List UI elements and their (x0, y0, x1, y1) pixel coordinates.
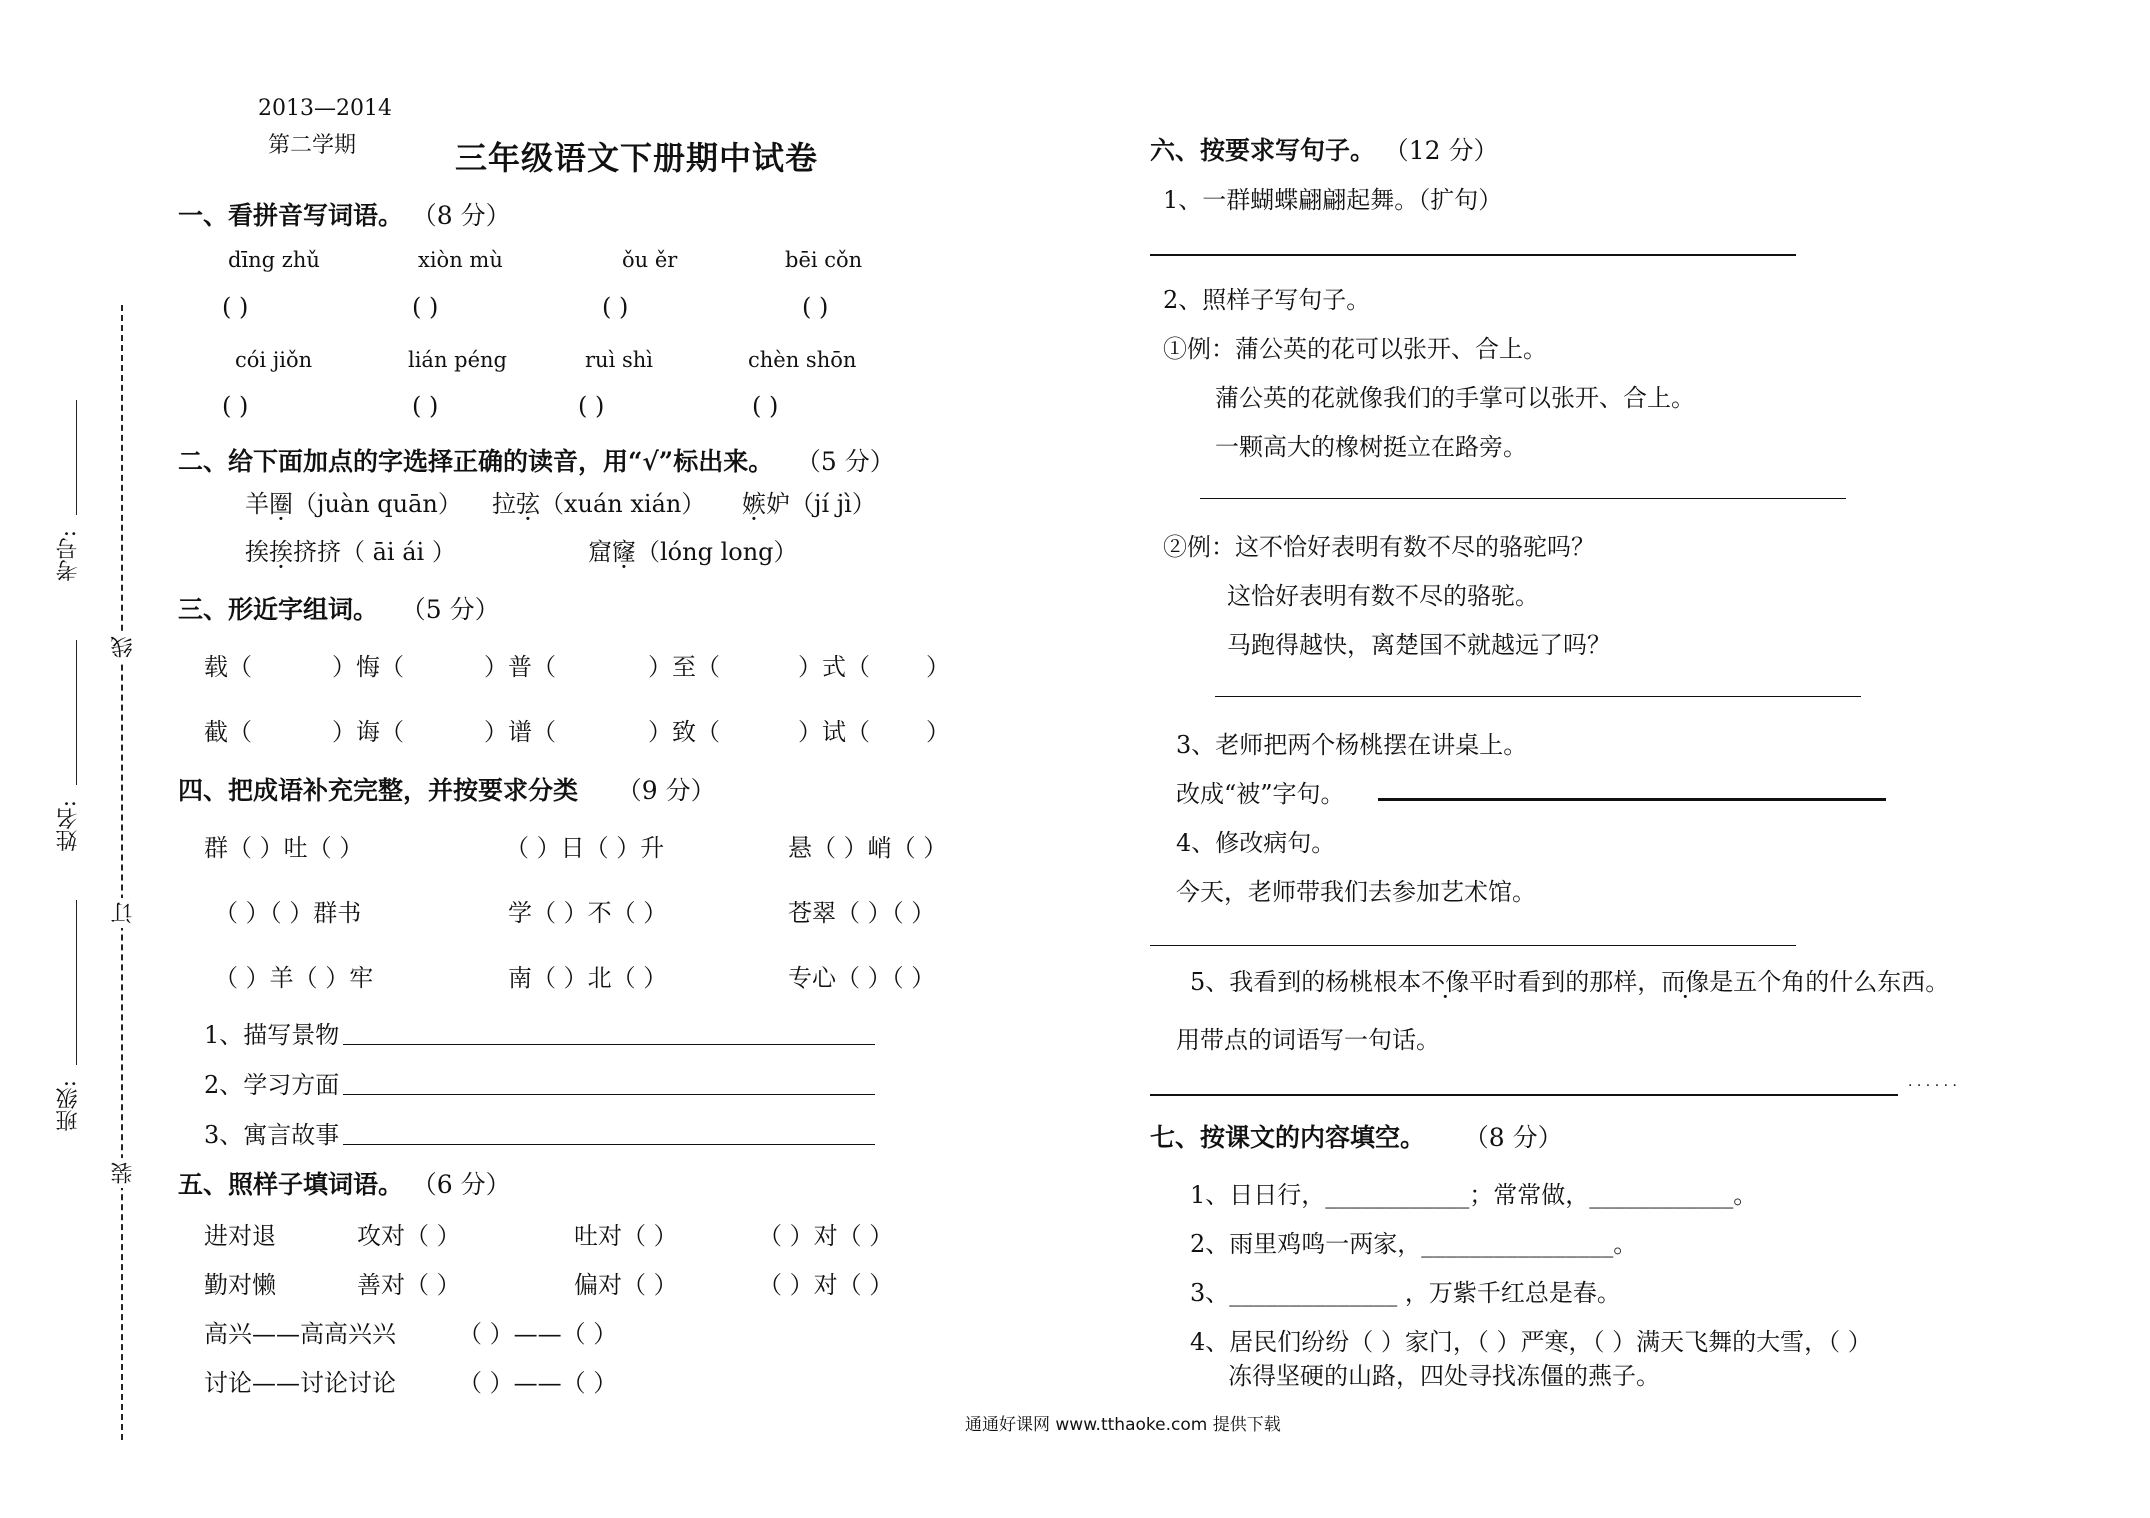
reading-item: 嫉妒（jí jì） (742, 490, 876, 518)
category-label: 3、寓言故事 (204, 1121, 340, 1149)
q6-3-answer-line[interactable] (1378, 798, 1886, 801)
answer-blank[interactable]: ( ) (412, 392, 439, 420)
q6-2b-answer: 这恰好表明有数不尽的骆驼。 (1227, 582, 1539, 610)
idiom-item[interactable]: （ ）（ ）群书 (214, 899, 362, 927)
q6-2a-question: 一颗高大的橡树挺立在路旁。 (1215, 433, 1527, 461)
q6-1: 1、一群蝴蝶翩翩起舞。（扩句） (1163, 186, 1503, 214)
answer-blank[interactable]: ( ) (752, 392, 779, 420)
category-label: 1、描写景物 (204, 1021, 340, 1049)
semester: 第二学期 (268, 133, 357, 158)
reading-item: 窟窿（lóng long） (588, 538, 798, 566)
answer-blank[interactable]: ( ) (222, 392, 249, 420)
idiom-item[interactable]: 学（ ）不（ ） (508, 899, 668, 927)
binding-char-xian: 线 (108, 632, 139, 662)
exam-number-label: 考号: (56, 530, 81, 582)
q6-4-sentence: 今天，老师带我们去参加艺术馆。 (1176, 878, 1536, 906)
idiom-item[interactable]: 专心（ ）（ ） (788, 964, 936, 992)
category-answer-line[interactable] (343, 1044, 875, 1045)
footer-credit: 通通好课网 www.tthaoke.com 提供下载 (965, 1415, 1281, 1435)
section2-points: （5 分） (795, 447, 895, 476)
binding-char-zhuang: 装 (108, 1158, 139, 1188)
pattern-item: 进对退 (204, 1222, 276, 1250)
class-label: 班级: (56, 1080, 81, 1132)
student-name-label: 姓名: (56, 800, 81, 852)
q7-4[interactable]: 4、居民们纷纷（ ）家门，（ ）严寒，（ ）满天飞舞的大雪，（ ） (1190, 1328, 1872, 1356)
section4-title: 四、把成语补充完整，并按要求分类 (178, 776, 579, 805)
q7-3[interactable]: 3、______________ ，万紫千红总是春。 (1190, 1279, 1621, 1307)
section6-title: 六、按要求写句子。 (1150, 136, 1376, 165)
pinyin-3: ǒu ěr (622, 248, 678, 272)
section5-points: （6 分） (411, 1170, 511, 1199)
section4-points: （9 分） (616, 776, 716, 805)
pattern-item[interactable]: 吐对（ ） (574, 1222, 678, 1250)
answer-blank[interactable]: ( ) (412, 293, 439, 321)
q6-1-answer-line[interactable] (1150, 254, 1796, 256)
q6-2a-example: ①例：蒲公英的花可以张开、合上。 (1163, 335, 1547, 363)
q6-2b-answer-line[interactable] (1215, 696, 1861, 697)
q6-2a-answer: 蒲公英的花就像我们的手掌可以张开、合上。 (1215, 384, 1695, 412)
section3-points: （5 分） (400, 595, 500, 624)
school-year: 2013—2014 (258, 96, 392, 121)
pattern-item[interactable]: （ ）——（ ） (458, 1320, 618, 1348)
section3-heading (178, 590, 500, 626)
q6-4-answer-line[interactable] (1150, 945, 1796, 946)
section6-heading (1150, 131, 1499, 167)
q7-2[interactable]: 2、雨里鸡鸣一两家，________________。 (1190, 1230, 1638, 1258)
q6-5-instruction: 用带点的词语写一句话。 (1176, 1026, 1440, 1054)
q7-1[interactable]: 1、日日行，____________；常常做，____________。 (1190, 1181, 1758, 1209)
section7-heading (1150, 1118, 1563, 1154)
q6-4: 4、修改病句。 (1176, 829, 1336, 857)
idiom-item[interactable]: （ ）羊（ ）牢 (214, 964, 374, 992)
similar-char-row[interactable]: 载（ ）悔（ ）普（ ）至（ ）式（ ） (204, 653, 950, 681)
idiom-item[interactable]: 群（ ）吐（ ） (204, 834, 364, 862)
section1-heading (178, 196, 511, 232)
pinyin-2: xiòn mù (418, 248, 503, 272)
category-answer-line[interactable] (343, 1144, 875, 1145)
section2-heading (178, 442, 895, 478)
idiom-item[interactable]: （ ）日（ ）升 (505, 834, 665, 862)
pattern-item[interactable]: （ ）对（ ） (758, 1271, 894, 1299)
pinyin-1: dīng zhǔ (228, 248, 320, 272)
q6-5-answer-line[interactable] (1150, 1094, 1898, 1096)
binding-char-ding: 订 (108, 898, 139, 928)
section3-title: 三、形近字组词。 (178, 595, 379, 624)
section1-title: 一、看拼音写词语。 (178, 201, 404, 230)
idiom-item[interactable]: 苍翠（ ）（ ） (788, 899, 936, 927)
reading-item: 拉弦（xuán xián） (492, 490, 706, 518)
pattern-item: 高兴——高高兴兴 (204, 1320, 396, 1348)
similar-char-row[interactable]: 截（ ）诲（ ）谱（ ）致（ ）试（ ） (204, 718, 950, 746)
page-title: 三年级语文下册期中试卷 (455, 139, 819, 177)
q6-2b-question: 马跑得越快，离楚国不就越远了吗？ (1227, 631, 1611, 659)
pattern-item[interactable]: 善对（ ） (357, 1271, 461, 1299)
class-field[interactable] (76, 900, 77, 1065)
answer-blank[interactable]: ( ) (578, 392, 605, 420)
pinyin-7: ruì shì (585, 348, 653, 372)
section5-title: 五、照样子填词语。 (178, 1170, 404, 1199)
q6-2b-example: ②例：这不恰好表明有数不尽的骆驼吗？ (1163, 533, 1595, 561)
binding-dashed-line (121, 305, 123, 1440)
pattern-item[interactable]: 偏对（ ） (574, 1271, 678, 1299)
q6-5: 5、我看到的杨桃根本不像平时看到的那样，而像是五个角的什么东西。 (1190, 968, 1950, 996)
q7-4-continued: 冻得坚硬的山路，四处寻找冻僵的燕子。 (1228, 1362, 1660, 1390)
answer-blank[interactable]: ( ) (222, 293, 249, 321)
section6-points: （12 分） (1383, 136, 1499, 165)
section7-title: 七、按课文的内容填空。 (1150, 1123, 1426, 1152)
pattern-item[interactable]: （ ）对（ ） (758, 1222, 894, 1250)
pinyin-6: lián péng (408, 348, 507, 372)
section4-heading (178, 771, 716, 807)
pattern-item[interactable]: 攻对（ ） (357, 1222, 461, 1250)
section5-heading (178, 1165, 511, 1201)
q6-3-instruction: 改成“被”字句。 (1176, 780, 1345, 808)
pinyin-4: bēi cǒn (785, 248, 863, 272)
reading-item: 羊圈（juàn quān） (245, 490, 462, 518)
category-answer-line[interactable] (343, 1094, 875, 1095)
answer-blank[interactable]: ( ) (802, 293, 829, 321)
idiom-item[interactable]: 悬（ ）峭（ ） (788, 834, 948, 862)
q6-3: 3、老师把两个杨桃摆在讲桌上。 (1176, 731, 1528, 759)
reading-item: 挨挨挤挤（ āi ái ） (245, 538, 456, 566)
student-name-field[interactable] (76, 640, 77, 785)
q6-2a-answer-line[interactable] (1200, 498, 1846, 499)
pinyin-5: cói jiǒn (235, 348, 313, 372)
q6-2: 2、照样子写句子。 (1163, 286, 1371, 314)
trailing-dots: · · · · · · (1908, 1078, 1957, 1094)
pattern-item[interactable]: （ ）——（ ） (458, 1369, 618, 1397)
category-label: 2、学习方面 (204, 1071, 340, 1099)
answer-blank[interactable]: ( ) (602, 293, 629, 321)
section1-points: （8 分） (411, 201, 511, 230)
exam-number-field[interactable] (76, 400, 77, 515)
pinyin-8: chèn shōn (748, 348, 857, 372)
pattern-item: 讨论——讨论讨论 (204, 1369, 396, 1397)
section2-title: 二、给下面加点的字选择正确的读音，用“√”标出来。 (178, 447, 774, 476)
pattern-item: 勤对懒 (204, 1271, 276, 1299)
idiom-item[interactable]: 南（ ）北（ ） (508, 964, 668, 992)
section7-points: （8 分） (1463, 1123, 1563, 1152)
